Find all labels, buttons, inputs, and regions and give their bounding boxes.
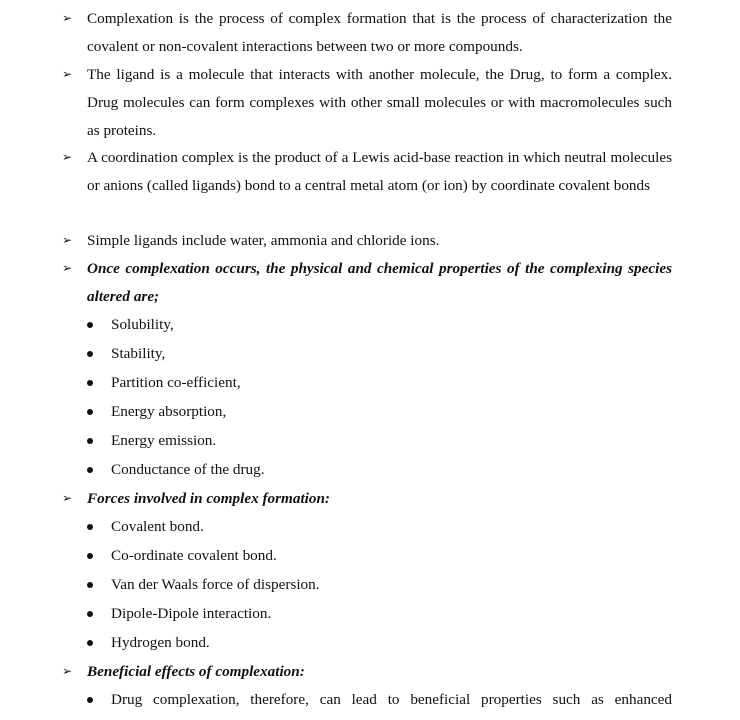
arrow-item-text: Simple ligands include water, ammonia and chloride ions. — [87, 232, 440, 249]
arrow-item-beneficial-heading — [62, 658, 672, 686]
arrow-bullet-icon: ➢ — [62, 261, 73, 275]
bullet-text: Hydrogen bond. — [111, 634, 210, 651]
bullet-dot-icon — [87, 351, 93, 357]
bullet-dot-icon — [87, 697, 93, 703]
bullet-item-van-der-waals — [87, 571, 672, 600]
bullet-item-energy-emission — [87, 427, 672, 456]
arrow-item-forces-heading — [62, 485, 672, 513]
bullet-text: Conductance of the drug. — [111, 461, 265, 478]
bullet-text: Drug complexation, therefore, can lead to beneficial properties such as enhanced — [111, 691, 672, 708]
bullet-item-energy-absorption — [87, 398, 672, 427]
bullet-dot-icon — [87, 438, 93, 444]
bullet-item-hydrogen-bond — [87, 629, 672, 658]
arrow-bullet-icon: ➢ — [62, 664, 73, 678]
arrow-item-properties-heading — [62, 255, 672, 311]
bullet-text: Energy emission. — [111, 432, 217, 449]
bullet-item-dipole-dipole — [87, 600, 672, 629]
bullet-text: Covalent bond. — [111, 518, 204, 535]
bullet-text: Partition co-efficient, — [111, 374, 241, 391]
bullet-text: Co-ordinate covalent bond. — [111, 547, 277, 564]
arrow-item-text: Beneficial effects of complexation: — [87, 663, 305, 680]
arrow-item-text: Forces involved in complex formation: — [87, 490, 330, 507]
bullet-dot-icon — [87, 467, 93, 473]
arrow-bullet-icon: ➢ — [62, 491, 73, 505]
bullet-dot-icon — [87, 322, 93, 328]
bullet-dot-icon — [87, 409, 93, 415]
arrow-item-ligand-definition — [62, 61, 672, 144]
bullet-text: Solubility, — [111, 316, 174, 333]
bullet-text: Van der Waals force of dispersion. — [111, 576, 320, 593]
bullet-text: Energy absorption, — [111, 403, 227, 420]
bullet-item-coordinate-covalent-bond — [87, 542, 672, 571]
arrow-item-text: A coordination complex is the product of a Lewis acid-base reaction in which neutral molecules or anions (called ligands) bond to a central metal atom (or ion) by coordinate covalent bonds — [87, 149, 672, 194]
bullet-text: Stability, — [111, 345, 166, 362]
bullet-item-conductance — [87, 456, 672, 485]
arrow-item-simple-ligands — [62, 227, 672, 255]
bullet-dot-icon — [87, 582, 93, 588]
bullet-dot-icon — [87, 380, 93, 386]
arrow-item-coordination-complex — [62, 144, 672, 200]
bullet-item-covalent-bond — [87, 513, 672, 542]
bullet-item-partition-coefficient — [87, 369, 672, 398]
bullet-dot-icon — [87, 553, 93, 559]
bullet-dot-icon — [87, 524, 93, 530]
arrow-item-text: The ligand is a molecule that interacts with another molecule, the Drug, to form a complex. Drug molecules can form complexes with other small molecules or with macromolecules such as proteins. — [87, 66, 672, 139]
bullet-dot-icon — [87, 640, 93, 646]
arrow-item-text: Once complexation occurs, the physical and chemical properties of the complexing species altered are; — [87, 260, 672, 305]
bullet-item-drug-complexation — [87, 686, 672, 715]
bullet-item-stability — [87, 340, 672, 369]
arrow-bullet-icon: ➢ — [62, 11, 73, 25]
arrow-item-text: Complexation is the process of complex formation that is the process of characterization the covalent or non-covalent interactions between two or more compounds. — [87, 10, 672, 55]
arrow-item-complexation-definition — [62, 5, 672, 61]
arrow-bullet-icon: ➢ — [62, 67, 73, 81]
arrow-bullet-icon: ➢ — [62, 150, 73, 164]
bullet-item-solubility — [87, 311, 672, 340]
bullet-dot-icon — [87, 611, 93, 617]
arrow-bullet-icon: ➢ — [62, 233, 73, 247]
bullet-text: Dipole-Dipole interaction. — [111, 605, 272, 622]
